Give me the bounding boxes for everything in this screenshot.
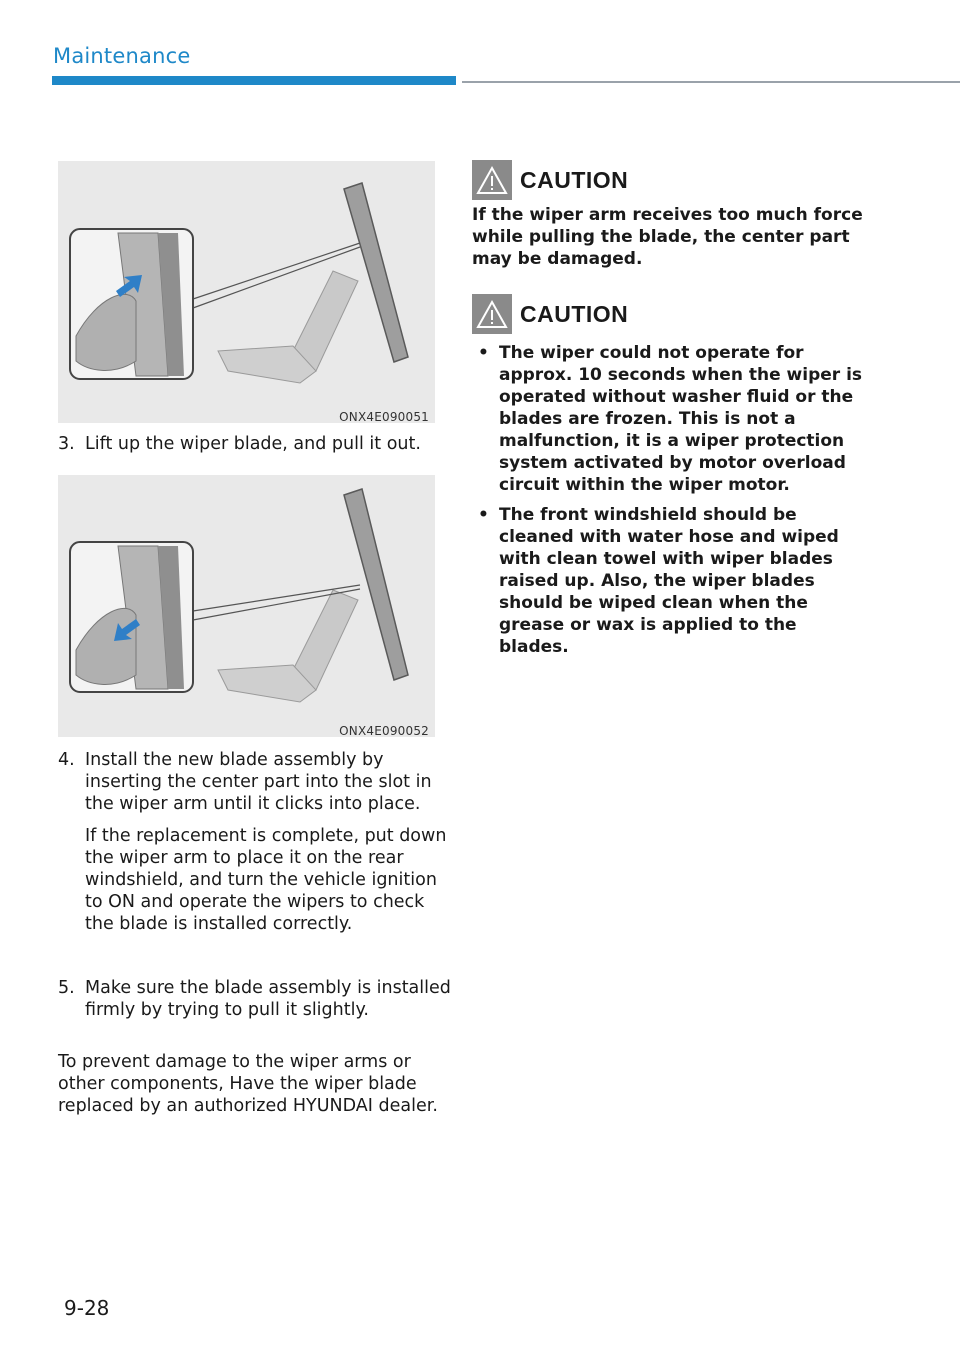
- wiper-illustration: [58, 161, 435, 423]
- figure-wiper-removal: [58, 161, 435, 423]
- caution-bullet: • The front windshield should be cleaned with water hose and wiped with clean towel with wiper blades raised up. Also, the wiper blades should be wiped clean when the grease or wax is applied to the blades.: [472, 504, 872, 658]
- step-number: 5.: [58, 978, 75, 998]
- figure-code: ONX4E090052: [339, 724, 429, 738]
- warning-icon: [472, 160, 512, 200]
- figure-code: ONX4E090051: [339, 410, 429, 424]
- step-number: 4.: [58, 750, 75, 770]
- caution-text: If the wiper arm receives too much force while pulling the blade, the center part may be damaged.: [472, 205, 863, 269]
- closing-paragraph: To prevent damage to the wiper arms or other components, Have the wiper blade replaced by an authorized HYUNDAI dealer.: [58, 1052, 438, 1116]
- step-text: Install the new blade assembly by inserting the center part into the slot in the wiper arm until it clicks into place.: [85, 750, 432, 814]
- caution-title: CAUTION: [520, 166, 629, 193]
- caution-title: CAUTION: [520, 300, 629, 327]
- header-divider: [462, 81, 960, 83]
- caution-box: [472, 160, 872, 270]
- step-number: 3.: [58, 434, 75, 454]
- caution-bullet-list: [472, 342, 872, 658]
- step-5: [58, 977, 458, 1021]
- wiper-illustration: [58, 475, 435, 737]
- caution-box: [472, 294, 872, 658]
- warning-icon: [472, 294, 512, 334]
- step-3: [58, 433, 458, 455]
- figure-wiper-install: [58, 475, 435, 737]
- section-title: Maintenance: [53, 44, 191, 68]
- step-note: If the replacement is complete, put down the wiper arm to place it on the rear windshield, and turn the vehicle ignition to ON and operate the wipers to check the blade is installed correctly.: [85, 826, 447, 934]
- header-accent-bar: [52, 76, 456, 85]
- caution-bullet: • The wiper could not operate for approx. 10 seconds when the wiper is operated without washer fluid or the blades are frozen. This is not a malfunction, it is a wiper protection system activated by motor overload circuit within the wiper motor.: [472, 342, 872, 496]
- step-4: [58, 749, 458, 935]
- step-text: Lift up the wiper blade, and pull it out.: [85, 434, 421, 454]
- page-number: 9-28: [64, 1296, 110, 1320]
- step-text: Make sure the blade assembly is installed firmly by trying to pull it slightly.: [85, 978, 451, 1020]
